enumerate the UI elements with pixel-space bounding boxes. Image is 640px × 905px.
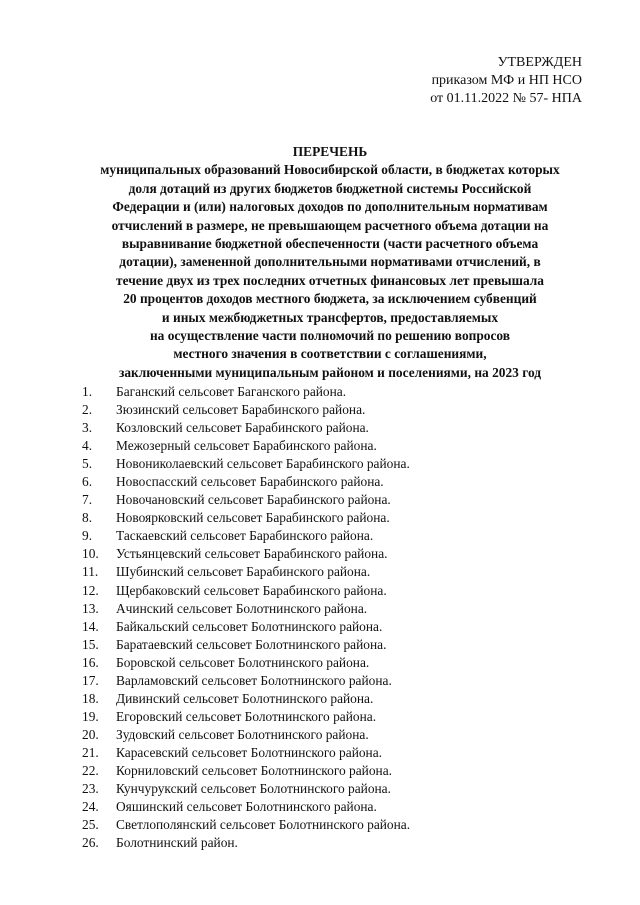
list-item-text: Козловский сельсовет Барабинского района. (116, 420, 369, 436)
list-item (82, 545, 562, 563)
list-item-number: 19. (82, 708, 99, 724)
list-item-number: 18. (82, 690, 99, 706)
list-item (82, 473, 562, 491)
list-item (82, 690, 562, 708)
list-item-number: 2. (82, 402, 93, 418)
approval-label: УТВЕРЖДЕН (497, 55, 582, 70)
list-item-text: Ачинский сельсовет Болотнинского района. (116, 600, 368, 616)
list-item (82, 654, 562, 672)
list-item-text: Егоровский сельсовет Болотнинского района. (116, 708, 377, 724)
list-item-text: Светлополянский сельсовет Болотнинского района. (116, 817, 411, 833)
list-item-text: Щербаковский сельсовет Барабинского района. (116, 582, 387, 598)
list-item-number: 12. (82, 582, 99, 598)
list-item-text: Таскаевский сельсовет Барабинского района. (116, 528, 374, 544)
list-item-text: Боровской сельсовет Болотнинского района. (116, 654, 370, 670)
list-item (82, 726, 562, 744)
list-item-number: 24. (82, 799, 99, 815)
list-item-text: Устьянцевский сельсовет Барабинского района. (116, 546, 388, 562)
title-line: дотации), замененной дополнительными нормативами отчислений, в (119, 254, 541, 270)
list-item-text: Зюзинский сельсовет Барабинского района. (116, 402, 366, 418)
list-item (82, 437, 562, 455)
list-item-number: 26. (82, 835, 99, 851)
list-item-number: 1. (82, 384, 93, 399)
list-item (82, 780, 562, 798)
approval-order: приказом МФ и НП НСО (431, 73, 582, 88)
list-item (82, 618, 562, 636)
list-item (82, 455, 562, 473)
title-line: доля дотаций из других бюджетов бюджетной системы Российской (128, 180, 532, 196)
list-item-text: Новоярковский сельсовет Барабинского района. (116, 510, 390, 526)
title-line: течение двух из трех последних отчетных финансовых лет превышала (116, 272, 544, 288)
list-item-text: Корниловский сельсовет Болотнинского района. (116, 762, 392, 778)
approval-stamp (382, 54, 582, 108)
list-item-text: Шубинский сельсовет Барабинского района. (116, 564, 371, 580)
list-item (82, 383, 562, 401)
list-item (82, 491, 562, 509)
document-title (60, 143, 600, 382)
list-item (82, 527, 562, 545)
title-line: и иных межбюджетных трансфертов, предоставляемых (161, 309, 499, 325)
approval-date: от 01.11.2022 № 57- НПА (430, 91, 582, 106)
list-item-text: Карасевский сельсовет Болотнинского района. (116, 744, 383, 760)
list-item-number: 13. (82, 600, 99, 616)
list-item-number: 8. (82, 510, 93, 526)
list-item-text: Новониколаевский сельсовет Барабинского района. (116, 456, 410, 472)
list-item-number: 23. (82, 781, 99, 797)
list-item-text: Баратаевский сельсовет Болотнинского района. (116, 636, 387, 652)
title-line: муниципальных образований Новосибирской области, в бюджетах которых (100, 162, 560, 178)
list-item (82, 762, 562, 780)
list-item (82, 600, 562, 618)
list-item (82, 401, 562, 419)
list-item-number: 17. (82, 672, 99, 688)
list-item-text: Ояшинский сельсовет Болотнинского района. (116, 799, 377, 815)
list-item-number: 3. (82, 420, 93, 436)
list-item-text: Межозерный сельсовет Барабинского района. (116, 438, 377, 454)
title-line: заключенными муниципальным районом и поселениями, на 2023 год (118, 364, 542, 380)
list-item-text: Баганский сельсовет Баганского района. (116, 384, 347, 399)
list-item-number: 22. (82, 762, 99, 778)
list-item-text: Новочановский сельсовет Барабинского района. (116, 492, 391, 508)
list-item-number: 16. (82, 654, 99, 670)
list-item-number: 21. (82, 744, 99, 760)
title-line: Федерации и (или) налоговых доходов по дополнительным нормативам (112, 199, 548, 215)
list-item-number: 9. (82, 528, 93, 544)
title-line: местного значения в соответствии с соглашениями, (173, 346, 487, 362)
list-item-number: 4. (82, 438, 93, 454)
list-item (82, 708, 562, 726)
list-item (82, 582, 562, 600)
list-item (82, 672, 562, 690)
list-item-number: 14. (82, 618, 99, 634)
list-item-text: Болотнинский район. (116, 835, 238, 851)
list-item (82, 636, 562, 654)
title-heading: ПЕРЕЧЕНЬ (292, 144, 368, 159)
list-item-number: 5. (82, 456, 93, 472)
list-item (82, 419, 562, 437)
list-item-text: Варламовский сельсовет Болотнинского района. (116, 672, 392, 688)
title-line: 20 процентов доходов местного бюджета, за исключением субвенций (123, 291, 537, 307)
list-item (82, 744, 562, 762)
list-item-number: 10. (82, 546, 99, 562)
list-item-text: Дивинский сельсовет Болотнинского района. (116, 690, 374, 706)
title-line: выравнивание бюджетной обеспеченности (части расчетного объема (121, 236, 539, 252)
list-item-number: 15. (82, 636, 99, 652)
municipality-list (82, 383, 562, 852)
list-item-number: 20. (82, 726, 99, 742)
list-item-text: Зудовский сельсовет Болотнинского района. (116, 726, 369, 742)
list-item (82, 816, 562, 834)
list-item-number: 7. (82, 492, 93, 508)
title-line: отчислений в размере, не превышающем расчетного объема дотации на (111, 217, 549, 233)
list-item-text: Новоспасский сельсовет Барабинского района. (116, 474, 384, 490)
list-item (82, 798, 562, 816)
list-item-text: Байкальский сельсовет Болотнинского района. (116, 618, 383, 634)
list-item-number: 11. (82, 564, 99, 580)
list-item (82, 834, 562, 852)
list-item (82, 509, 562, 527)
list-item (82, 563, 562, 581)
title-line: на осуществление части полномочий по решению вопросов (149, 328, 511, 344)
list-item-text: Кунчурукский сельсовет Болотнинского района. (116, 781, 391, 797)
list-item-number: 25. (82, 817, 99, 833)
list-item-number: 6. (82, 474, 93, 490)
